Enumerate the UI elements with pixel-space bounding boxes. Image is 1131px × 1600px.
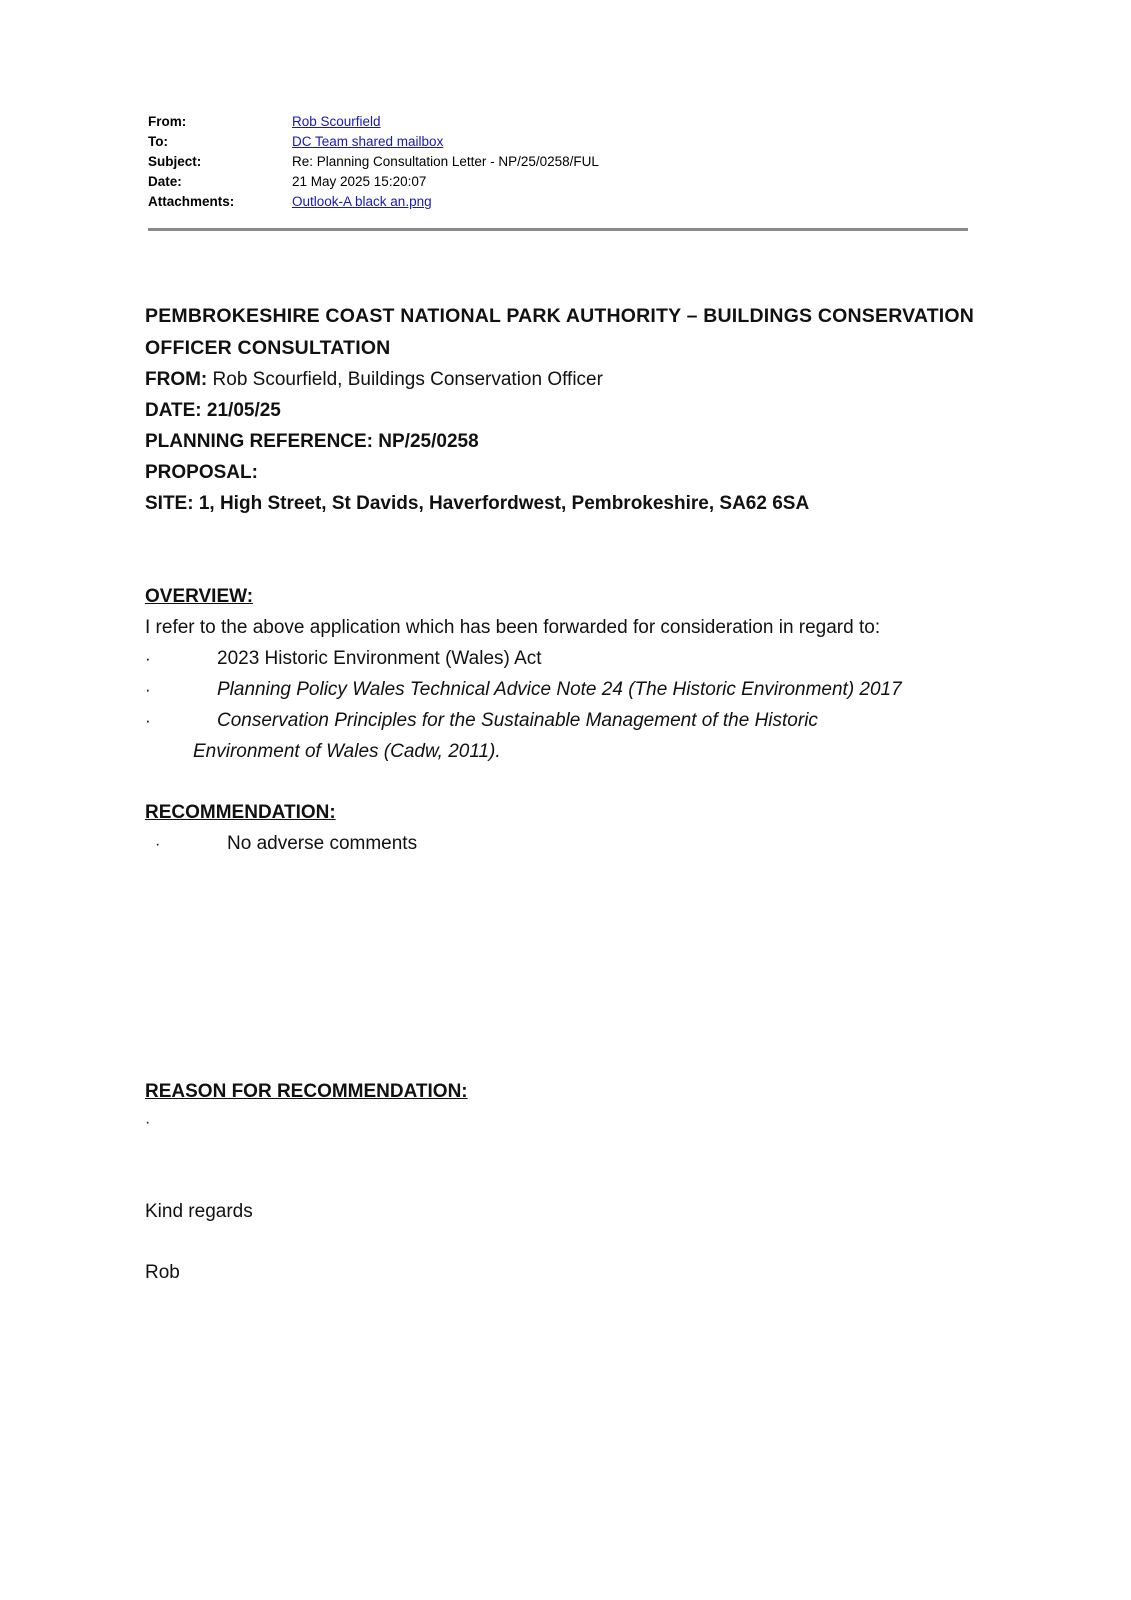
email-date-value: 21 May 2025 15:20:07 [292,174,427,189]
document-title [145,300,990,364]
from-label: FROM: [145,369,208,390]
email-to-value[interactable]: DC Team shared mailbox [292,134,444,149]
email-attachments-label: Attachments: [148,194,235,209]
email-header [148,112,968,212]
document-body [145,300,990,1288]
overview-heading: OVERVIEW: [145,586,254,607]
bullet-icon: · [145,680,151,699]
overview-bullet-1 [145,643,990,674]
document-title-line2: OFFICER CONSULTATION [145,337,391,359]
email-subject-value: Re: Planning Consultation Letter - NP/25/0258/FUL [292,154,599,169]
reason-heading: REASON FOR RECOMMENDATION: [145,1081,468,1102]
email-header-row-from [148,112,968,132]
email-subject-label: Subject: [148,154,202,169]
from-value: Rob Scourfield, Buildings Conservation Officer [207,369,603,390]
email-header-row-subject [148,152,968,172]
overview-bullet-3 [145,705,990,736]
recommendation-bullet-text: No adverse comments [227,833,418,854]
signature: Rob [145,1262,180,1283]
header-divider [148,228,968,231]
overview-intro: I refer to the above application which has been forwarded for consideration in regard to: [145,617,881,638]
email-from-label: From: [148,114,187,129]
date-line: DATE: 21/05/25 [145,400,281,421]
site-line: SITE: 1, High Street, St Davids, Haverfordwest, Pembrokeshire, SA62 6SA [145,493,810,514]
email-header-row-attachments [148,192,968,212]
email-attachment-link[interactable]: Outlook-A black an.png [292,194,432,209]
email-to-label: To: [148,134,168,149]
bullet-icon: · [145,711,151,730]
planning-reference-line: PLANNING REFERENCE: NP/25/0258 [145,431,479,452]
overview-bullet-1-text: 2023 Historic Environment (Wales) Act [217,648,542,669]
overview-bullet-2 [145,674,990,705]
sign-off: Kind regards [145,1201,253,1222]
overview-bullet-2-text: Planning Policy Wales Technical Advice Note 24 (The Historic Environment) 2017 [217,679,902,700]
overview-bullet-3-text: Conservation Principles for the Sustainable Management of the Historic [217,710,818,731]
document-title-line1: PEMBROKESHIRE COAST NATIONAL PARK AUTHORITY – BUILDINGS CONSERVATION [145,305,975,327]
bullet-icon: · [145,649,151,668]
proposal-line: PROPOSAL: [145,462,258,483]
email-date-label: Date: [148,174,182,189]
recommendation-bullet [145,828,990,860]
overview-bullet-3-continued: Environment of Wales (Cadw, 2011). [193,741,501,762]
recommendation-heading: RECOMMENDATION: [145,802,336,823]
email-header-row-date [148,172,968,192]
email-from-value[interactable]: Rob Scourfield [292,114,381,129]
email-header-row-to [148,132,968,152]
bullet-icon: · [155,836,161,853]
reason-bullet: · [145,1114,151,1131]
from-line [145,364,990,395]
